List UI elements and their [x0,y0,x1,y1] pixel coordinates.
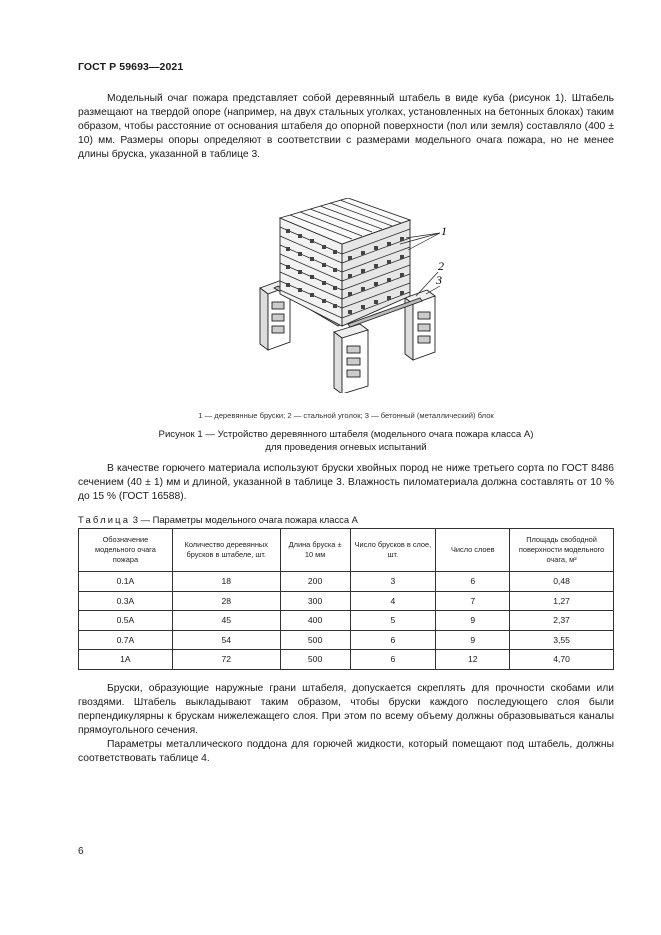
table-cell: 4,70 [510,650,614,670]
table-cell: 3 [350,572,436,592]
table-row [79,591,614,611]
table-cell: 72 [172,650,280,670]
figure-caption-line1: Рисунок 1 — Устройство деревянного штабеля (модельного очага пожара класса А) [158,429,534,440]
table-cell: 400 [280,611,350,631]
table-cell: 2,37 [510,611,614,631]
figure-label-3: 3 [436,273,442,287]
table-row [79,630,614,650]
table-cell: 200 [280,572,350,592]
table-row [79,650,614,670]
table-cell: 45 [172,611,280,631]
table-cell: 300 [280,591,350,611]
table-cell: 54 [172,630,280,650]
table-cell: 3,55 [510,630,614,650]
page-number: 6 [78,846,84,857]
figure-legend: 1 — деревянные бруски; 2 — стальной уголок; 3 — бетонный (металлический) блок [198,411,494,420]
table-cell: 5 [350,611,436,631]
header-bar-count: Количество деревянных брусков в штабеле, шт. [172,529,280,572]
figure-caption [78,428,614,454]
header-designation: Обозначение модельного очага пожара [79,529,173,572]
header-layers: Число слоев [436,529,510,572]
table-title-word: Таблица [78,514,131,525]
header-bars-per-layer: Число брусков в слое, шт. [350,529,436,572]
header-free-surface: Площадь свободной поверхности модельного очага, м² [510,529,614,572]
table-cell: 0.1A [79,572,173,592]
header-bar-length: Длина бруска ± 10 мм [280,529,350,572]
table-cell: 0,48 [510,572,614,592]
paragraph-stacking: Бруски, образующие наружные грани штабеля, допускается скреплять для прочности скобами или гвоздями. Штабель выкладывают таким образом, чтобы бруски каждого последующего слоя были перпендикулярны к брускам нижележащего слоя. При этом по всему объему должны образовываться каналы прямоугольного сечения. [78,683,614,736]
table-cell: 0.5A [79,611,173,631]
table-title [78,514,358,525]
table-title-text: 3 — Параметры модельного очага пожара класса А [132,514,358,525]
figure-label-1: 1 [441,224,447,238]
table-cell: 28 [172,591,280,611]
table-cell: 6 [350,630,436,650]
table-cell: 0.7A [79,630,173,650]
table-cell: 7 [436,591,510,611]
table-cell: 500 [280,630,350,650]
table-cell: 12 [436,650,510,670]
table-cell: 4 [350,591,436,611]
front-concrete-block [334,324,368,393]
figure-label-2: 2 [438,259,444,273]
table-cell: 9 [436,611,510,631]
table-cell: 500 [280,650,350,670]
table-cell: 6 [350,650,436,670]
table-row [79,572,614,592]
table-row [79,611,614,631]
stack-figure [230,198,460,393]
fire-parameters-table [78,528,614,670]
table-header-row [79,529,614,572]
table-cell: 18 [172,572,280,592]
table-cell: 9 [436,630,510,650]
paragraph-tray: Параметры металлического поддона для горючей жидкости, который помещают под штабель, должны соответствовать таблице 4. [78,739,614,764]
table-cell: 6 [436,572,510,592]
table-cell: 1A [79,650,173,670]
table-cell: 1,27 [510,591,614,611]
document-code-header: ГОСТ Р 59693—2021 [78,61,184,73]
figure-caption-line2: для проведения огневых испытаний [265,442,427,453]
paragraph-material: В качестве горючего материала используют бруски хвойных пород не ниже третьего сорта по ГОСТ 8486 сечением (40 ± 1) мм и длиной, указанной в таблице 3. Влажность пиломатериала должна составлять от 10 % до 15 % (ГОСТ 16588). [78,463,614,502]
table-cell: 0.3A [79,591,173,611]
paragraph-intro: Модельный очаг пожара представляет собой деревянный штабель в виде куба (рисунок 1). Штабель размещают на твердой опоре (например, на двух стальных уголках, установленных на бетонных блоках) таким образом, чтобы расстояние от основания штабеля до опорной поверхности (пол или земля) составляло (400 ± 10) мм. Размеры опоры определяют в соответствии с размерами модельного очага пожара, но не менее длины бруска, указанной в таблице 3. [78,93,614,160]
